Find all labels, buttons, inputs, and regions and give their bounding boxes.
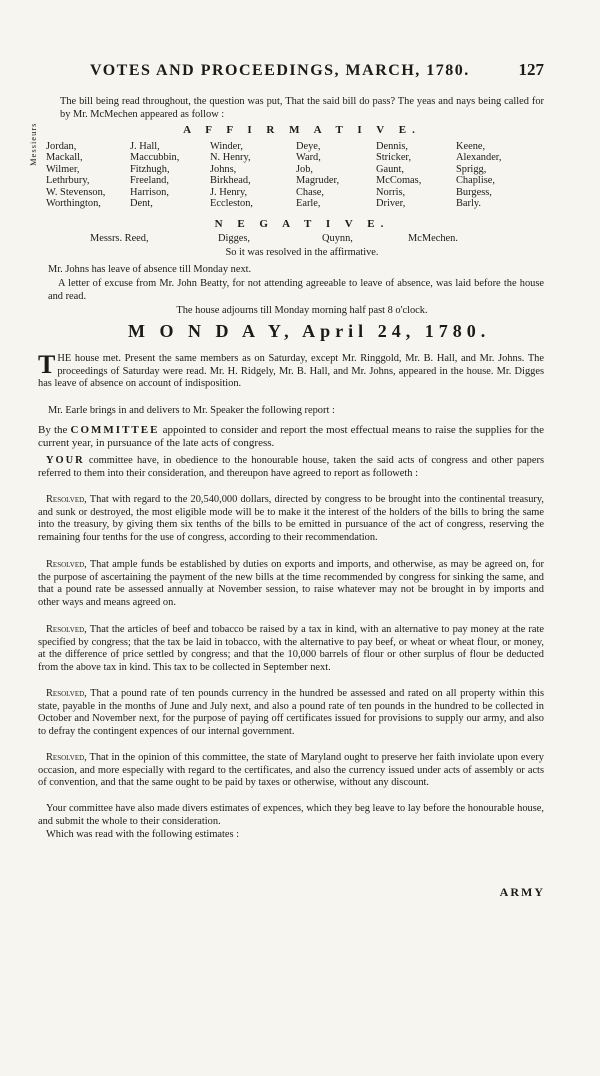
affirmative-column [130,141,179,209]
resolved-label: Resolved, [46,559,87,570]
vote-intro: The bill being read throughout, the question was put, That the said bill do pass? The yeas and nays being called for by Mr. McMechen appeared as follow : [60,96,544,120]
resolved-label: Resolved, [46,624,87,635]
affirmative-column [210,141,253,209]
resolved-label: Resolved, [46,752,87,763]
page-number: 127 [518,60,544,79]
resolution-text: That with regard to the 20,540,000 dollars, directed by congress to be brought into the continental treasury, and sunk or destroyed, the most eligible mode will be to make it the interest of the holders of the bills to bring the same into the treasury, by giving them six tenths of the bills to be emitted in pursuance of the act of congress, reserving the remaining four tenths for the use of congress, according to their recommendation. [38,494,544,543]
member-name: Mackall, [46,152,83,164]
earle-report: Mr. Earle brings in and delivers to Mr. Speaker the following report : [48,405,335,416]
negative-names-row [90,233,510,247]
member-name: Maccubbin, [130,152,180,164]
member-name: Johns, [210,163,237,175]
member-name: Driver, [376,198,406,210]
affirmative-heading: A F F I R M A T I V E. [183,124,421,136]
resolution-2 [38,559,544,609]
monday-para [38,350,544,403]
catchword: ARMY [499,885,545,899]
committee-heading [38,424,544,450]
member-name: N. Henry, [210,152,251,164]
member-name: Burgess, [456,186,492,198]
member-name: Deye, [296,141,321,152]
resolution-1 [38,494,544,544]
member-name: J. Henry, [210,186,248,198]
member-name: Dent, [130,198,153,210]
resolution-text: That a pound rate of ten pounds currency in the hundred be assessed and rated on all property within this state, payable in the months of June and July next, and also a pound rate of ten pounds in the hundred to be collected in October and November next, for the purpose of paying off certificates issued for provisions to supply our army, and also to defray the contingent expences of our internal government. [38,688,544,737]
member-name: Digges, [218,233,251,244]
member-name: Ward, [296,152,321,164]
committee-by: By the [38,424,68,436]
resolved-label: Resolved, [46,494,87,505]
which-read: Which was read with the following estimates : [46,829,240,840]
member-name: Freeland, [130,175,169,187]
member-name: J. Hall, [130,141,160,152]
member-name: Wilmer, [46,163,80,175]
member-name: Lethrbury, [46,175,90,187]
member-name: Sprigg, [456,163,487,175]
member-name: Magruder, [296,175,340,187]
your-committee-para [38,455,544,480]
member-name: McMechen. [408,233,458,244]
member-name: McComas, [376,175,422,187]
resolution-5 [38,752,544,790]
page-header [60,62,544,84]
affirmative-column [296,141,339,209]
member-name: Gaunt, [376,163,404,175]
your-rest: committee have, in obedience to the honourable house, taken the said acts of congress and other papers referred to them into their consideration, and thereupon have agreed to report as followeth : [38,455,544,479]
resolution-text: That ample funds be established by duties on exports and imports, and otherwise, as may be agreed on, for the purpose of ascertaining the payment of the new bills at the time recommended by congress for sinking the same, and that a pound rate be assessed annually at November session, to raise whatever may not be brought in by imports and other ways and means agreed on. [38,559,544,608]
resolution-text: That the articles of beef and tobacco be raised by a tax in kind, with an alternative to pay money at the rate specified by congress; that the tax be laid in tobacco, with the alternative to pay beef, or wheat or wheat flour, or money, at the difference of price settled by congress; and that the 10,000 barrels of flour or other surplus of flour be deducted from the above tax in kind. This tax to be collected in September next. [38,624,544,673]
resolution-text: That in the opinion of this committee, the state of Maryland ought to preserve her faith inviolate upon every occasion, and more especially with regard to the certificates, and also the currency issued under acts of assembly or acts of convention, and that the same ought to be paid by taxes or otherwise, without any discount. [38,752,544,788]
your-word: YOUR [46,455,85,466]
member-name: Alexander, [456,152,502,164]
member-name: Job, [296,163,314,175]
resolution-3 [38,624,544,674]
affirmative-column [376,141,421,209]
affirmative-column [46,141,105,209]
member-name: Earle, [296,198,321,210]
beatty-letter: A letter of excuse from Mr. John Beatty, for not attending agreeable to leave of absence, was laid before the house and read. [48,278,544,302]
negative-heading: N E G A T I V E. [214,218,390,230]
member-name: Fitzhugh, [130,163,170,175]
member-name: Birkhead, [210,175,251,187]
committee-word: COMMITTEE [70,424,160,436]
drop-cap: T [38,350,56,379]
member-name: Harrison, [130,186,169,198]
member-name: Jordan, [46,141,77,152]
running-title: VOTES AND PROCEEDINGS, MARCH, 1780. [90,62,470,79]
adjourns: The house adjourns till Monday morning half past 8 o'clock. [176,305,428,316]
member-name: Norris, [376,186,406,198]
member-name: Chase, [296,186,324,198]
member-name: Winder, [210,141,243,152]
resolution-4 [38,688,544,738]
monday-heading: M O N D A Y, April 24, 1780. [128,321,491,341]
resolved-affirmative: So it was resolved in the affirmative. [225,247,379,258]
johns-leave: Mr. Johns has leave of absence till Monday next. [48,264,252,275]
member-name: Chaplise, [456,175,495,187]
monday-para-text: HE house met. Present the same members as on Saturday, except Mr. Ringgold, Mr. B. Hall, and Mr. Johns. The proceedings of Saturday were read. Mr. H. Ridgely, Mr. B. Hall, and Mr. Johns, appeared in the house. Mr. Digges has leave of absence on account of indisposition. [38,353,544,389]
member-name: Messrs. Reed, [90,233,149,244]
member-name: Keene, [456,141,486,152]
member-name: Barly. [456,198,482,210]
affirmative-side-label: Messieurs [28,122,38,166]
member-name: Worthington, [46,198,101,210]
member-name: Dennis, [376,141,409,152]
member-name: Quynn, [322,233,353,244]
member-name: Eccleston, [210,198,253,210]
member-name: Stricker, [376,152,412,164]
committee-rest: appointed to consider and report the most effectual means to raise the supplies for the current year, in pursuance of the late acts of congress. [38,424,545,449]
member-name: W. Stevenson, [46,186,106,198]
estimates-para: Your committee have also made divers estimates of expences, which they beg leave to lay before the honourable house, and submit the whole to their consideration. [38,803,544,827]
affirmative-column [456,141,501,209]
resolved-label: Resolved, [46,688,87,699]
